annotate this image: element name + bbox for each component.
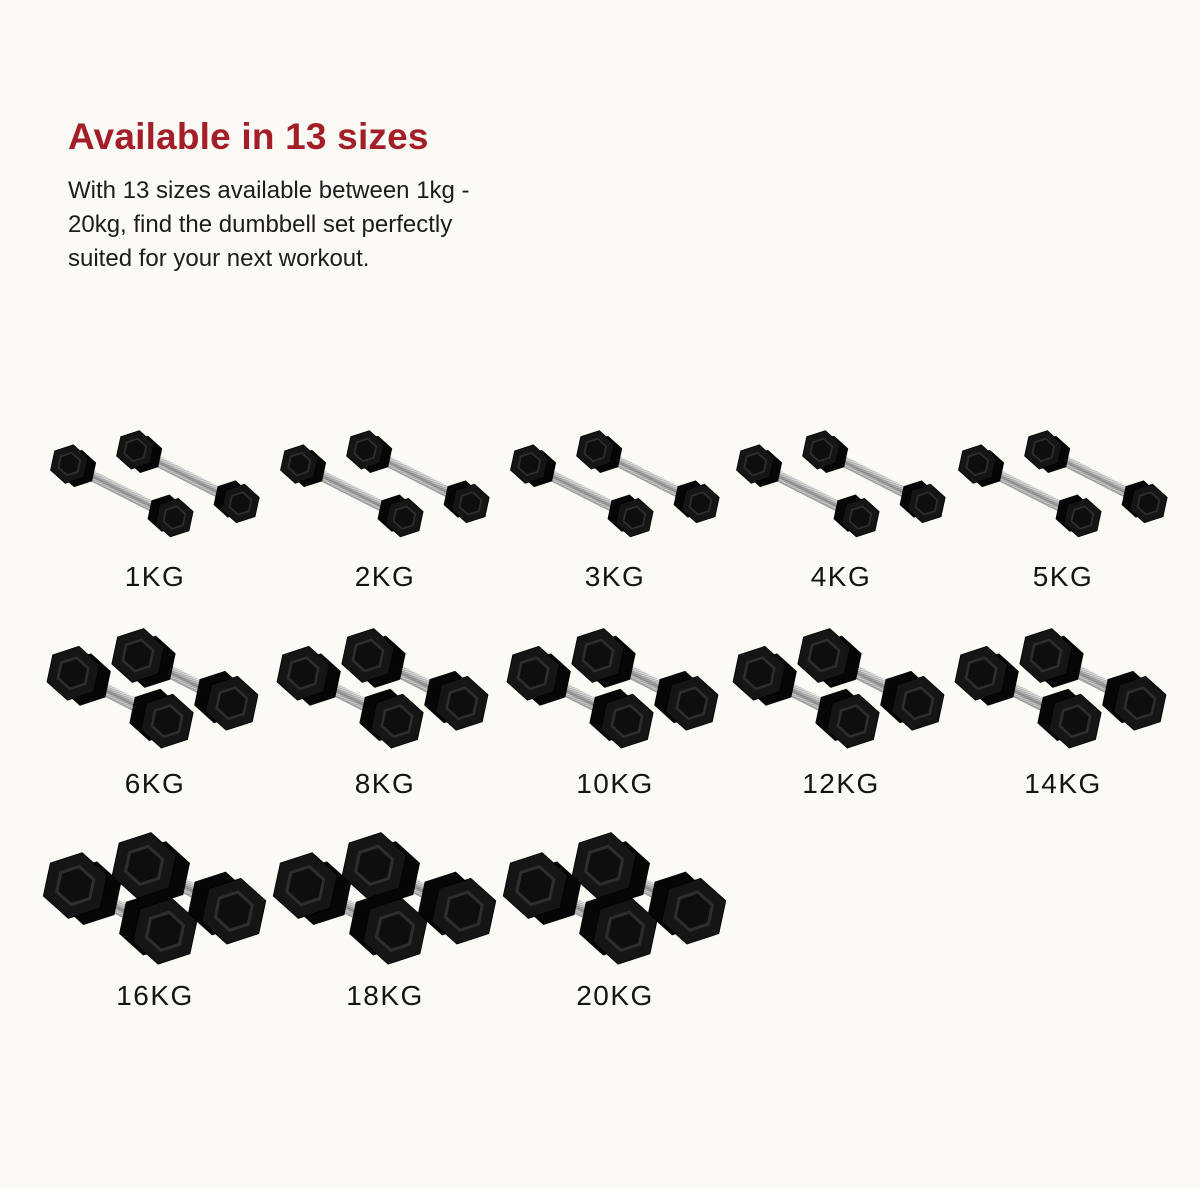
dumbbell-pair-image — [500, 830, 730, 968]
dumbbell-size-label: 3KG — [584, 561, 646, 592]
dumbbell-size-label: 1KG — [124, 561, 186, 592]
dumbbell-size-item — [730, 420, 952, 593]
dumbbell-size-item — [500, 830, 730, 1012]
intro-section — [0, 0, 1200, 276]
dumbbell-size-label: 18KG — [346, 980, 424, 1011]
dumbbell-size-label: 4KG — [810, 561, 872, 592]
dumbbell-size-label: 14KG — [1024, 768, 1102, 799]
dumbbell-pair-image — [274, 623, 496, 756]
dumbbell-size-label: 2KG — [354, 561, 416, 592]
dumbbell-pair-image — [44, 623, 266, 756]
dumbbell-size-item — [40, 623, 270, 800]
dumbbell-size-item — [730, 623, 952, 800]
dumbbell-size-item — [952, 420, 1174, 593]
dumbbell-size-item — [500, 623, 730, 800]
dumbbell-pair-image — [47, 420, 263, 549]
dumbbell-size-item — [270, 420, 500, 593]
sizes-grid — [0, 420, 1200, 1012]
dumbbell-size-item — [40, 420, 270, 593]
dumbbell-size-label: 20KG — [576, 980, 654, 1011]
dumbbell-pair-image — [277, 420, 493, 549]
dumbbell-size-label: 6KG — [124, 768, 186, 799]
dumbbell-size-label: 16KG — [116, 980, 194, 1011]
dumbbell-size-item — [40, 830, 270, 1012]
dumbbell-size-label: 5KG — [1032, 561, 1094, 592]
dumbbell-size-label: 10KG — [576, 768, 654, 799]
dumbbell-pair-image — [730, 623, 952, 756]
dumbbell-size-item — [270, 830, 500, 1012]
dumbbell-size-item — [952, 623, 1174, 800]
dumbbell-pair-image — [504, 623, 726, 756]
dumbbell-pair-image — [733, 420, 949, 549]
dumbbell-size-label: 12KG — [802, 768, 880, 799]
dumbbell-pair-image — [40, 830, 270, 968]
dumbbell-pair-image — [270, 830, 500, 968]
dumbbell-pair-image — [952, 623, 1174, 756]
dumbbell-size-item — [500, 420, 730, 593]
dumbbell-size-label: 8KG — [354, 768, 416, 799]
dumbbell-size-item — [270, 623, 500, 800]
dumbbell-pair-image — [955, 420, 1171, 549]
section-title: Available in 13 sizes — [68, 116, 429, 157]
dumbbell-pair-image — [507, 420, 723, 549]
section-description: With 13 sizes available between 1kg - 20kg, find the dumbbell set perfectly suited for your next workout. — [68, 177, 470, 272]
